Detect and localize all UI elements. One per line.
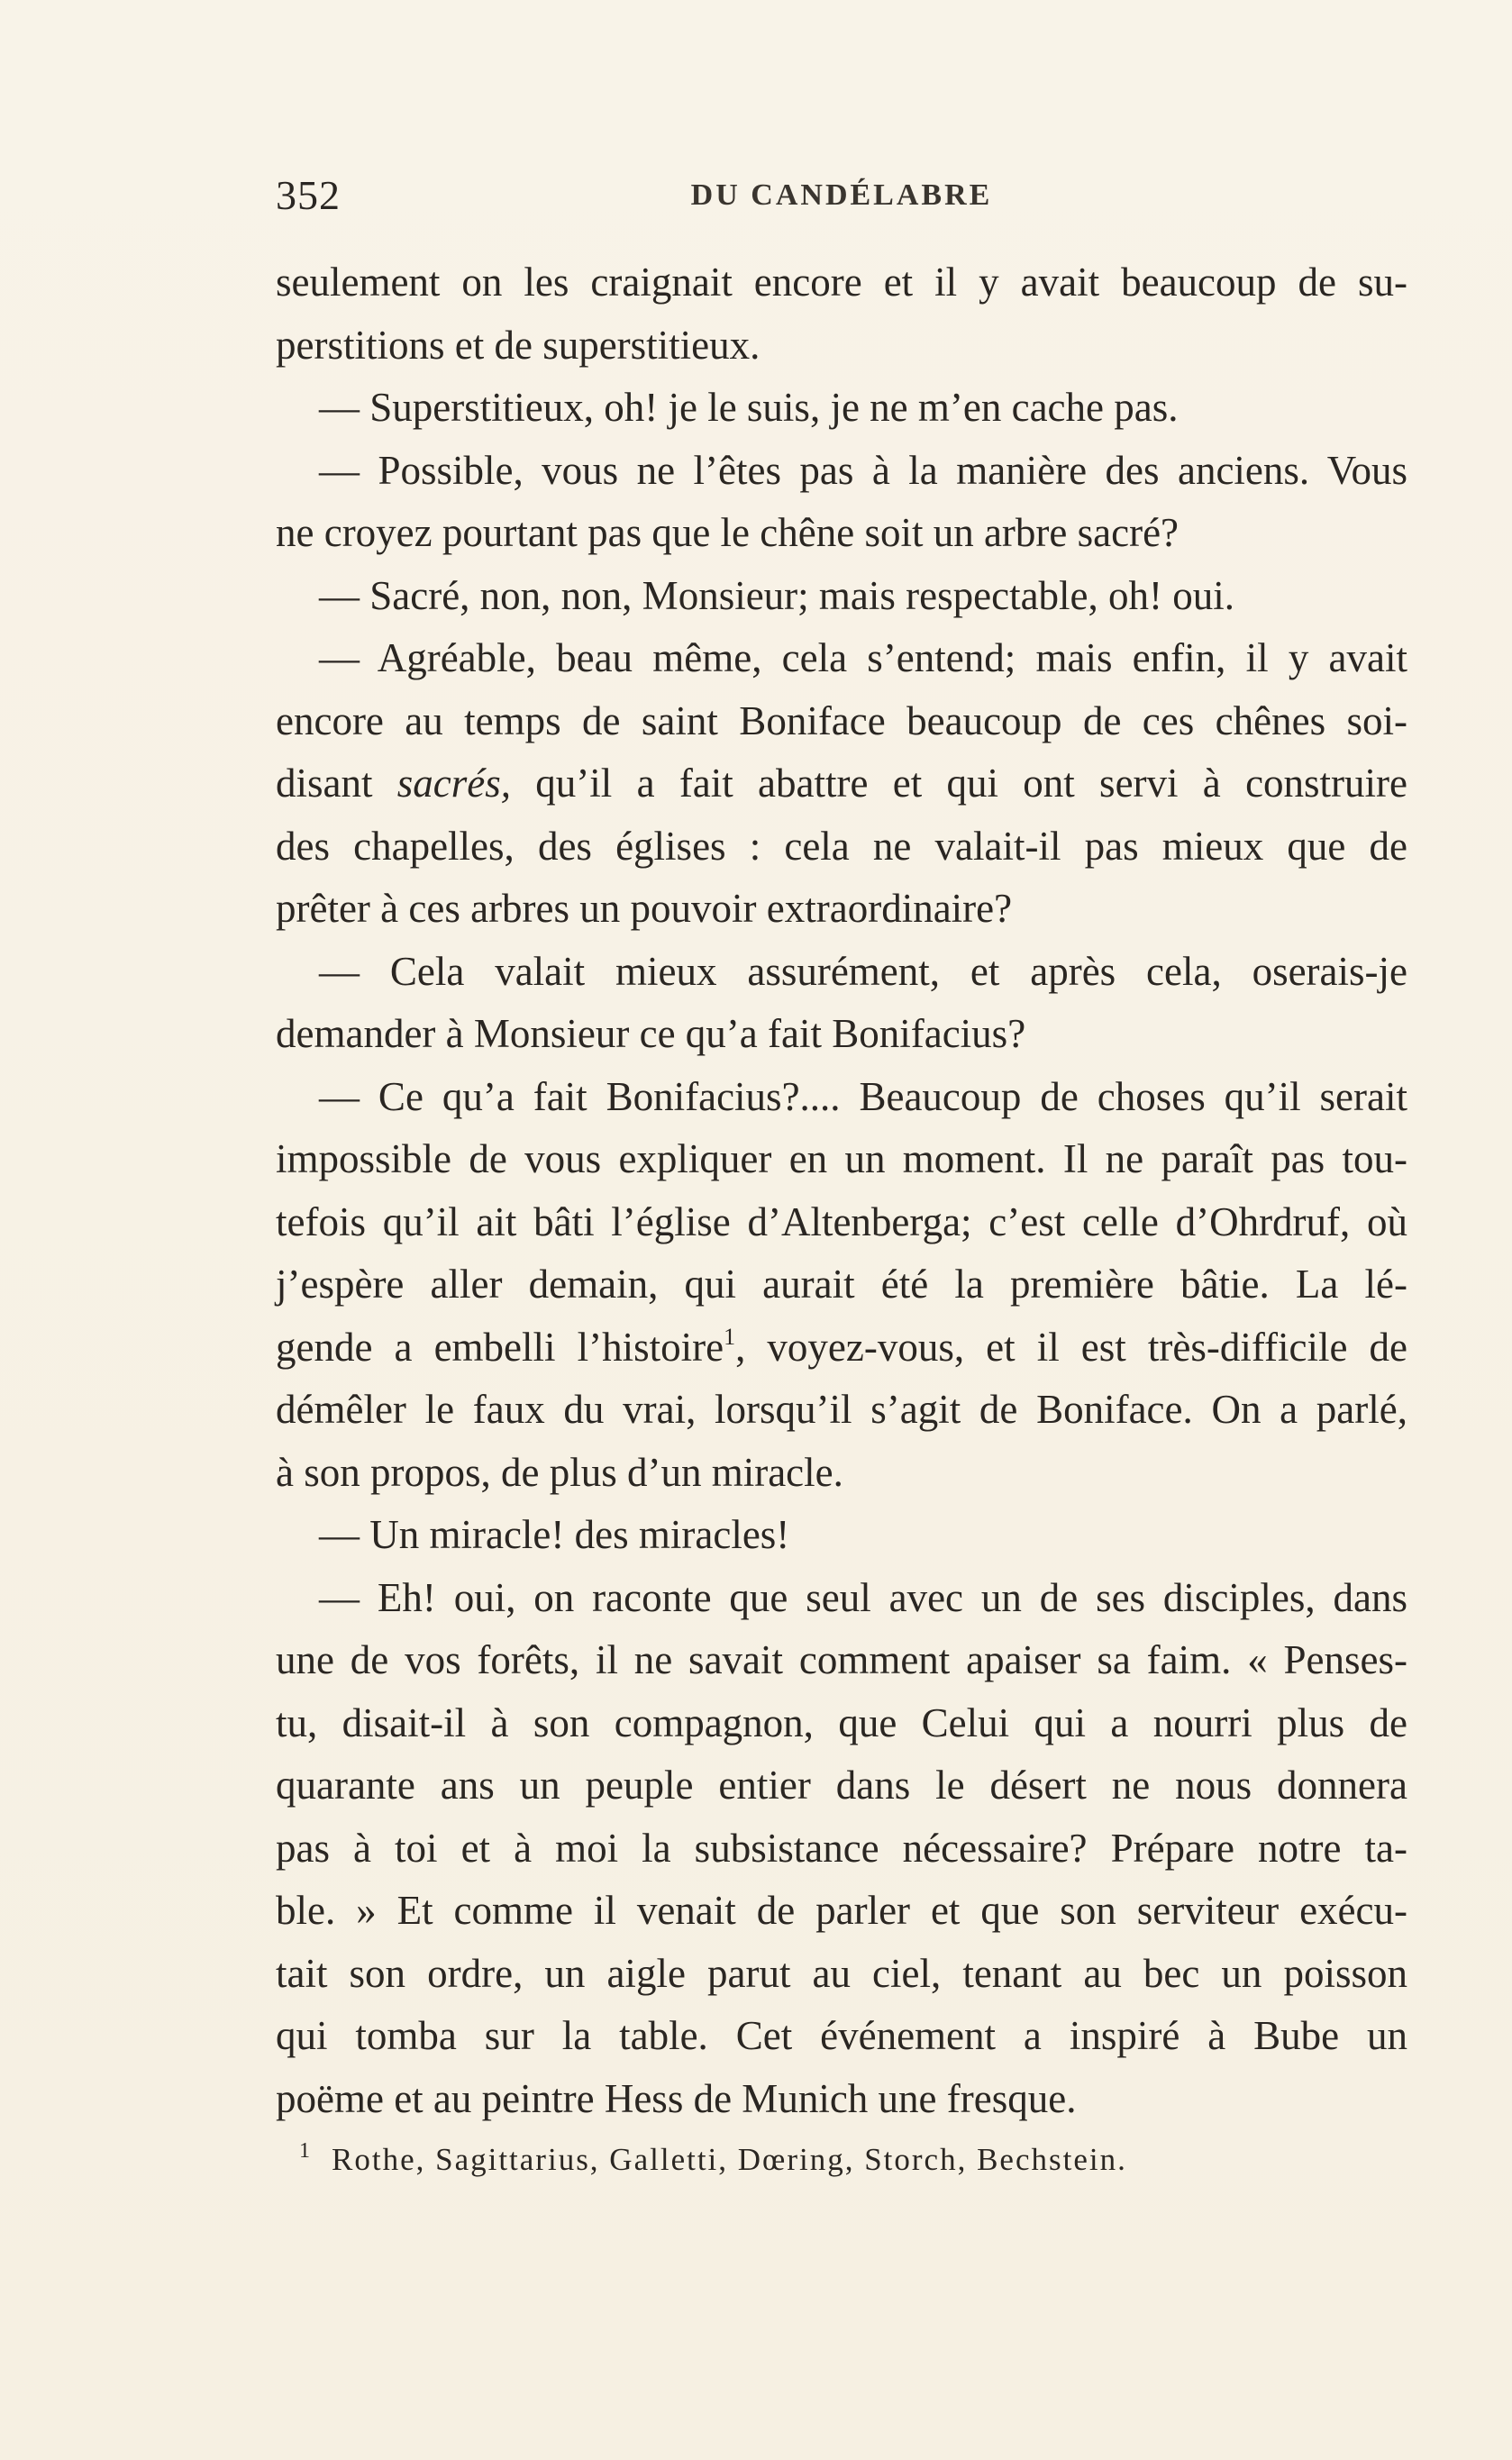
text-line: tu, disait-il à son compagnon, que Celui qui a nourri plus de xyxy=(276,1699,1407,1745)
text-line: des chapelles, des églises : cela ne valait-il pas mieux que de xyxy=(276,823,1407,869)
text-line: tait son ordre, un aigle parut au ciel, tenant au bec un poisson xyxy=(276,1950,1407,1996)
italic-word: sacrés, xyxy=(396,761,512,806)
text-segment: disant xyxy=(276,761,397,806)
text-line: qui tomba sur la table. Cet événement a inspiré à Bube un xyxy=(276,2013,1407,2058)
text-line: seulement on les craignait encore et il y avait beaucoup de su- xyxy=(276,260,1407,305)
text-line: ne croyez pourtant pas que le chêne soit un arbre sacré? xyxy=(276,510,1180,555)
page-number: 352 xyxy=(276,172,341,218)
text-segment: gende a embelli l’histoire xyxy=(276,1324,724,1370)
text-line: — Ce qu’a fait Bonifacius?.... Beaucoup de choses qu’il serait xyxy=(319,1073,1407,1119)
text-line: encore au temps de saint Boniface beaucoup de ces chênes soi- xyxy=(276,697,1407,743)
footnote xyxy=(276,2139,1407,2178)
footnote-reference: 1 xyxy=(724,1323,736,1350)
text-line: poëme et au peintre Hess de Munich une fresque. xyxy=(276,2075,1077,2121)
text-line: une de vos forêts, il ne savait comment apaiser sa faim. « Penses- xyxy=(276,1637,1407,1682)
text-line: — Eh! oui, on raconte que seul avec un de ses disciples, dans xyxy=(319,1574,1407,1620)
text-line: démêler le faux du vrai, lorsqu’il s’agit de Boniface. On a parlé, xyxy=(276,1387,1407,1432)
text-line: pas à toi et à moi la subsistance nécessaire? Prépare notre ta- xyxy=(276,1825,1407,1871)
text-line xyxy=(276,752,1407,815)
text-line: quarante ans un peuple entier dans le désert ne nous donnera xyxy=(276,1763,1407,1808)
text-line: à son propos, de plus d’un miracle. xyxy=(276,1449,843,1495)
text-line: — Superstitieux, oh! je le suis, je ne m’en cache pas. xyxy=(319,385,1179,430)
text-line: — Agréable, beau même, cela s’entend; mais enfin, il y avait xyxy=(319,635,1407,680)
footnote-mark: 1 xyxy=(299,2139,310,2163)
footnote-text: Rothe, Sagittarius, Galletti, Dœring, Storch, Bechstein. xyxy=(332,2142,1127,2177)
text-segment: , voyez-vous, et il est très-difficile de xyxy=(735,1324,1407,1370)
running-title: DU CANDÉLABRE xyxy=(690,178,993,212)
text-segment: qu’il a fait abattre et qui ont servi à construire xyxy=(511,761,1407,806)
text-line: j’espère aller demain, qui aurait été la première bâtie. La lé- xyxy=(276,1262,1407,1307)
text-line: — Sacré, non, non, Monsieur; mais respectable, oh! oui. xyxy=(319,572,1235,618)
text-line: ble. » Et comme il venait de parler et que son serviteur exécu- xyxy=(276,1888,1407,1933)
text-line: — Possible, vous ne l’êtes pas à la manière des anciens. Vous xyxy=(319,447,1407,493)
body-text xyxy=(276,251,1407,2130)
text-line: — Cela valait mieux assurément, et après cela, oserais-je xyxy=(319,948,1407,994)
page-header xyxy=(276,171,1407,225)
text-line: impossible de vous expliquer en un moment. Il ne paraît pas tou- xyxy=(276,1136,1407,1181)
text-line: demander à Monsieur ce qu’a fait Bonifacius? xyxy=(276,1011,1026,1056)
text-line: tefois qu’il ait bâti l’église d’Altenberga; c’est celle d’Ohrdruf, où xyxy=(276,1198,1407,1244)
text-line xyxy=(276,1317,1407,1380)
text-line: prêter à ces arbres un pouvoir extraordinaire? xyxy=(276,886,1013,931)
text-line: — Un miracle! des miracles! xyxy=(319,1512,790,1557)
text-line: perstitions et de superstitieux. xyxy=(276,322,761,368)
